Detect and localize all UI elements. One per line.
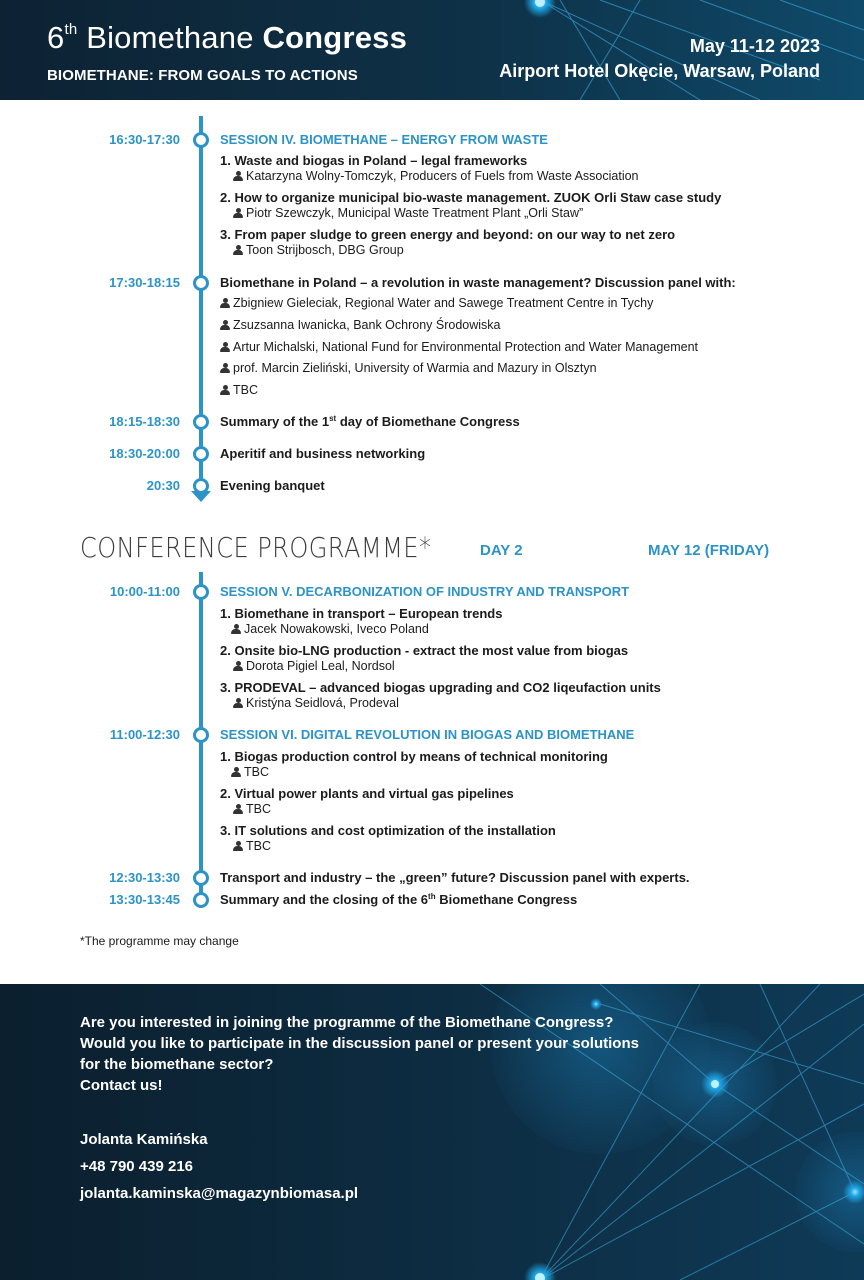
timeline-dot [193, 727, 209, 743]
timeline-dot [193, 892, 209, 908]
panel-title: Biomethane in Poland – a revolution in waste management? Discussion panel with: [220, 275, 736, 290]
aperitif-title: Aperitif and business networking [220, 446, 426, 461]
panel-member: Zsuzsanna Iwanicka, Bank Ochrony Środowiska [220, 318, 501, 332]
speaker-line: Jacek Nowakowski, Iveco Poland [231, 622, 429, 636]
session-title: SESSION V. DECARBONIZATION OF INDUSTRY AND TRANSPORT [220, 584, 630, 599]
person-icon [233, 841, 243, 851]
talk-title: 1. Waste and biogas in Poland – legal frameworks [220, 153, 528, 168]
panel-member: prof. Marcin Zieliński, University of Warmia and Mazury in Olsztyn [220, 361, 597, 375]
time-label: 12:30-13:30 [109, 870, 180, 885]
person-icon [220, 298, 230, 308]
talk-title: 3. From paper sludge to green energy and beyond: on our way to net zero [220, 227, 676, 242]
closing-title: Summary and the closing of the 6th Biomethane Congress [220, 892, 578, 907]
speaker-line: Toon Strijbosch, DBG Group [233, 243, 404, 257]
time-label: 16:30-17:30 [109, 132, 180, 147]
person-icon [233, 698, 243, 708]
cta-line: Are you interested in joining the programme of the Biomethane Congress? [80, 1014, 614, 1031]
person-icon [233, 208, 243, 218]
title-ordinal: th [64, 21, 78, 38]
banquet-title: Evening banquet [220, 478, 325, 493]
talk-title: 2. Virtual power plants and virtual gas pipelines [220, 786, 514, 801]
timeline-line [199, 116, 203, 492]
congress-date: May 11-12 2023 [689, 36, 820, 56]
contact-name: Jolanta Kamińska [80, 1131, 208, 1148]
contact-email[interactable]: jolanta.kaminska@magazynbiomasa.pl [80, 1185, 359, 1202]
cta-line: Contact us! [80, 1077, 163, 1094]
person-icon [220, 342, 230, 352]
panel-member: Zbigniew Gieleciak, Regional Water and Sawege Treatment Centre in Tychy [220, 296, 653, 310]
talk-title: 3. PRODEVAL – advanced biogas upgrading and CO2 liqeufaction units [220, 680, 661, 695]
talk-title: 1. Biogas production control by means of technical monitoring [220, 749, 608, 764]
contact-phone[interactable]: +48 790 439 216 [80, 1158, 194, 1175]
panel-title: Transport and industry – the „green” future? Discussion panel with experts. [220, 870, 690, 885]
person-icon [233, 171, 243, 181]
time-label: 11:00-12:30 [109, 727, 180, 742]
congress-title [47, 20, 407, 56]
timeline-dot [193, 132, 209, 148]
speaker-line: Kristýna Seidlová, Prodeval [233, 696, 399, 710]
timeline-dot [193, 275, 209, 291]
timeline-dot [193, 584, 209, 600]
person-icon [220, 320, 230, 330]
person-icon [220, 363, 230, 373]
person-icon [233, 661, 243, 671]
title-light: Biomethane [77, 20, 263, 55]
programme-day: DAY 2 [480, 542, 523, 559]
time-label: 10:00-11:00 [109, 584, 180, 599]
time-label: 17:30-18:15 [109, 275, 180, 290]
time-label: 20:30 [146, 478, 180, 493]
footnote: *The programme may change [80, 934, 239, 948]
person-icon [233, 804, 243, 814]
talk-title: 2. Onsite bio-LNG production - extract the most value from biogas [220, 643, 629, 658]
talk-title: 2. How to organize municipal bio-waste management. ZUOK Orli Staw case study [220, 190, 722, 205]
speaker-line: TBC [233, 839, 271, 853]
time-label: 18:15-18:30 [109, 414, 180, 429]
footer-banner [0, 984, 864, 1280]
speaker-line: Piotr Szewczyk, Municipal Waste Treatment Plant „Orli Staw” [233, 206, 583, 220]
time-label: 18:30-20:00 [109, 446, 180, 461]
person-icon [233, 245, 243, 255]
header-banner [0, 0, 864, 100]
panel-member: Artur Michalski, National Fund for Environmental Protection and Water Management [220, 340, 698, 354]
person-icon [220, 385, 230, 395]
title-bold: Congress [262, 20, 408, 55]
session-title: SESSION VI. DIGITAL REVOLUTION IN BIOGAS AND BIOMETHANE [220, 727, 635, 742]
cta-line: Would you like to participate in the discussion panel or present your solutions [80, 1035, 639, 1052]
person-icon [231, 767, 241, 777]
speaker-line: Dorota Pigiel Leal, Nordsol [233, 659, 395, 673]
person-icon [231, 624, 241, 634]
talk-title: 3. IT solutions and cost optimization of the installation [220, 823, 556, 838]
cta-line: for the biomethane sector? [80, 1056, 274, 1073]
talk-title: 1. Biomethane in transport – European trends [220, 606, 503, 621]
time-label: 13:30-13:45 [109, 892, 180, 907]
timeline-dot [193, 414, 209, 430]
session-title: SESSION IV. BIOMETHANE – ENERGY FROM WASTE [220, 132, 548, 147]
speaker-line: TBC [233, 802, 271, 816]
timeline-dot [193, 446, 209, 462]
congress-subtitle: BIOMETHANE: FROM GOALS TO ACTIONS [47, 67, 358, 84]
programme-date: MAY 12 (FRIDAY) [648, 542, 770, 559]
congress-venue: Airport Hotel Okęcie, Warsaw, Poland [499, 61, 820, 81]
timeline-arrow-icon [191, 491, 211, 502]
timeline-dot [193, 870, 209, 886]
panel-member: TBC [220, 383, 258, 397]
speaker-line: Katarzyna Wolny-Tomczyk, Producers of Fuels from Waste Association [233, 169, 639, 183]
speaker-line: TBC [231, 765, 269, 779]
title-number: 6 [47, 20, 65, 55]
programme-title: CONFERENCE PROGRAMME* [80, 531, 432, 564]
summary-title: Summary of the 1st day of Biomethane Congress [220, 414, 520, 429]
